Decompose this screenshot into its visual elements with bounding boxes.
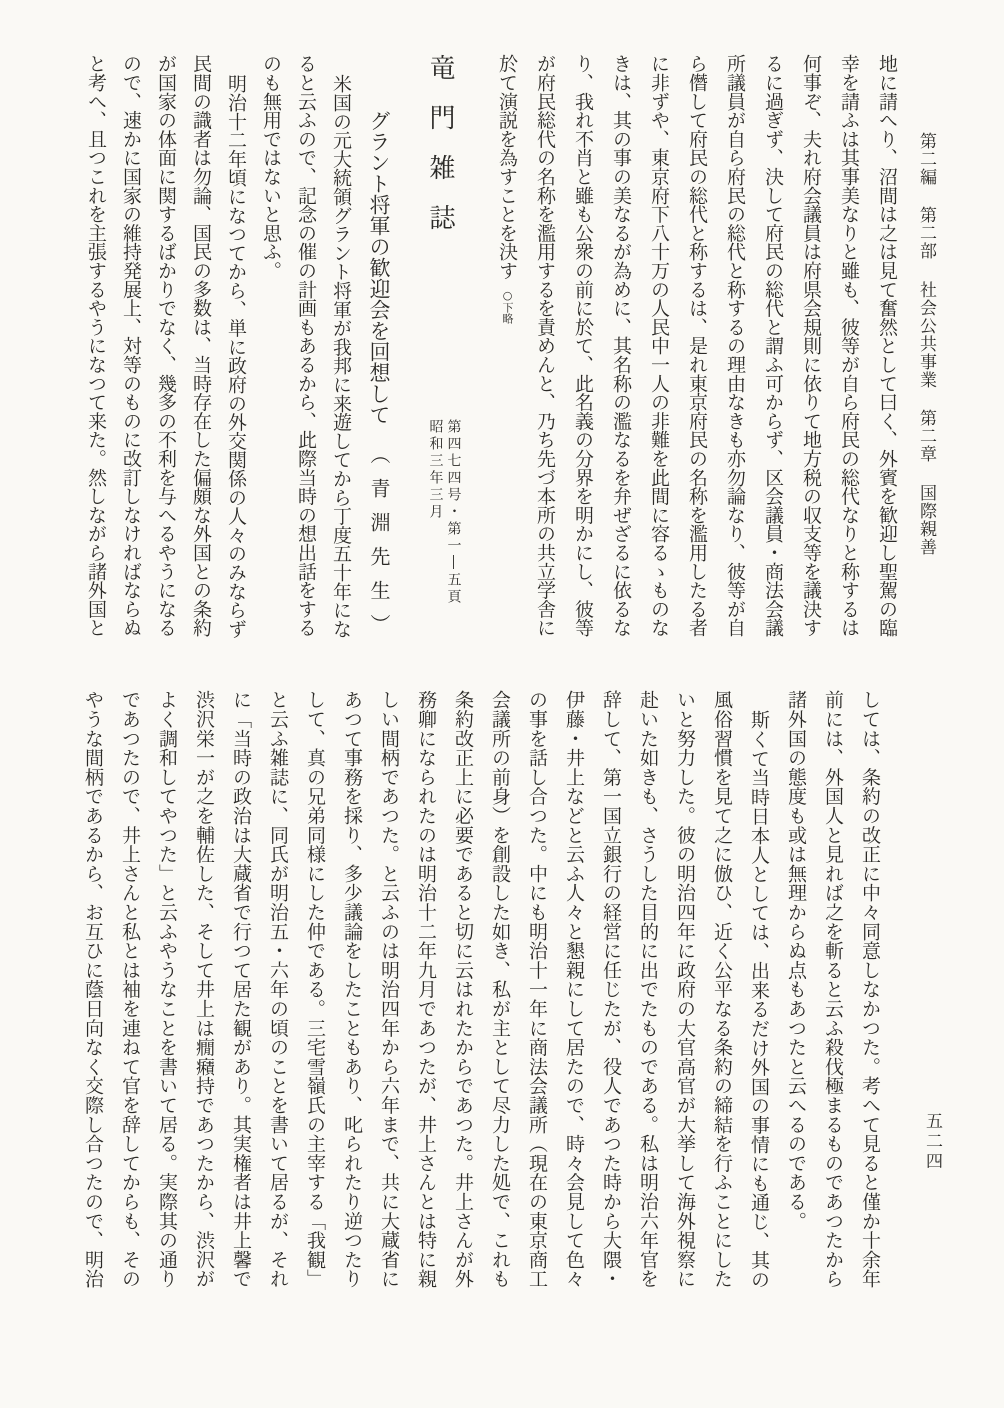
- text-column: 地に請へり、沼間は之は見て奮然として曰く、外賓を歓迎し聖駕の臨: [876, 54, 898, 637]
- citation-date: 昭和三年三月: [427, 419, 444, 522]
- citation-issue: 第四七四号・第一―五頁: [445, 419, 462, 607]
- text-column: 諸外国の態度も或は無理からぬ点もあつたと云へるのである。: [785, 690, 807, 1231]
- text-column: しては、条約の改正に中々同意しなかつた。考へて見ると僅か十余年: [859, 690, 881, 1289]
- text-column: 辞して、第一国立銀行の経営に任じたが、役人であつた時から大隈・: [600, 690, 622, 1289]
- header-part-topic: 国際親善: [916, 483, 936, 556]
- text-column: であつたので、井上さんと私とは袖を連ねて官を辞してからも、その: [119, 690, 141, 1289]
- article-author: （青淵先生）: [367, 443, 391, 648]
- text-column: が国家の体面に関するばかりでなく、幾多の不利を与へるやうになる: [155, 54, 177, 637]
- text-column: 前には、外国人と見れば之を斬ると云ふ殺伐極まるものであつたから: [822, 690, 844, 1289]
- text-column: きは、其の事の美なるが為めに、其名称の濫なるを弁ぜざるに依るな: [610, 54, 632, 637]
- text-column: り、我れ不肖と雖も公衆の前に於て、此名義の分界を明かにし、彼等: [572, 54, 594, 637]
- text-column: ると云ふので、記念の催の計画もあるから、此際当時の想出話をする: [295, 54, 317, 637]
- text-column: と云ふ雑誌に、同氏が明治五・六年の頃のことを書いて居るが、それ: [267, 690, 289, 1289]
- text-column: と考へ、且つこれを主張するやうになつて来た。然しながら諸外国と: [85, 54, 107, 637]
- page-number: 五二四: [922, 1112, 942, 1172]
- magazine-title: 竜門雑誌: [425, 54, 455, 254]
- text-column: に非ずや、東京府下八十万の人民中一人の非難を此間に容るゝものな: [648, 54, 670, 637]
- text-column: [488, 54, 526, 646]
- text-column: 民間の識者は勿論、国民の多数は、当時存在した偏頗な外国との条約: [190, 54, 212, 637]
- text-column: るに過ぎず、決して府民の総代と謂ふ可からず、区会議員・商法会議: [762, 54, 784, 637]
- text-column: 斯くて当時日本人としては、出来るだけ外国の事情にも通じ、其の: [748, 710, 770, 1289]
- text-column: に「当時の政治は大蔵省で行つて居た観があり。其実権者は井上馨で: [230, 690, 252, 1289]
- text-column: 所議員が自ら府民の総代と称するの理由なきも亦勿論なり、彼等が自: [724, 54, 746, 637]
- text-column: して、真の兄弟同様にした仲である。三宅雪嶺氏の主宰する「我観」: [304, 690, 326, 1289]
- article-title-text: グラント将軍の歓迎会を回想して: [367, 110, 391, 425]
- text-column: 幸を請ふは其事美なりと雖も、彼等が自ら府民の総代なりと称するは: [838, 54, 860, 637]
- text-column: よく調和してやつた」と云ふやうなことを書いて居る。実際其の通り: [156, 690, 178, 1289]
- running-header: [906, 54, 946, 646]
- text-column: 渋沢栄一が之を輔佐した、そして井上は癇癪持であつたから、渋沢が: [193, 690, 215, 1289]
- article-body: [74, 690, 888, 1298]
- text-column: いと努力した。彼の明治四年に政府の大官高官が大挙して海外視察に: [674, 690, 696, 1289]
- text-column: 米国の元大統領グラント将軍が我邦に来遊してから丁度五十年にな: [330, 74, 352, 639]
- text-column: ので、速かに国家の維持発展上、対等のものに改訂しなければならぬ: [120, 54, 142, 637]
- text-column: 伊藤・井上などと云ふ人々と懇親にして居たので、時々会見して色々: [563, 690, 585, 1289]
- text-column: の事を話し合つた。中にも明治十一年に商法会議所（現在の東京商工: [526, 690, 548, 1289]
- text-column: 会議所の前身）を創設した如き、私が主として尽力した処で、これも: [489, 690, 511, 1289]
- text-column: あつて事務を採り、多少議論をしたこともあり、叱られたり逆つたり: [341, 690, 363, 1289]
- magazine-citation: [427, 419, 463, 606]
- text-column: 風俗習慣を見て之に倣ひ、近く公平なる条約の締結を行ふことにした: [711, 690, 733, 1289]
- article-title: [358, 54, 400, 646]
- text-column: 明治十二年頃になつてから、単に政府の外交関係の人々のみならず: [225, 74, 247, 639]
- header-part-chapter: 第二章: [916, 409, 936, 464]
- header-part-bu: 第二部: [916, 206, 936, 261]
- text-column: 条約改正上に必要であると切に云はれたからであつた。井上さんが外: [452, 690, 474, 1289]
- top-text-block: [78, 54, 946, 646]
- text-column: 赴いた如きも、さうした目的に出でたものである。私は明治六年官を: [637, 690, 659, 1289]
- text-column: しい間柄であつた。と云ふのは明治四年から六年まで、共に大蔵省に: [378, 690, 400, 1289]
- text-column: 何事ぞ、夫れ府会議員は府県会規則に依りて地方税の収支等を議決す: [800, 54, 822, 637]
- quote-last-text: 於て演説を為すことを決す: [496, 54, 518, 280]
- header-part-hen: 第二編: [916, 132, 936, 186]
- text-column: が府民総代の名称を濫用するを責めんと、乃ち先づ本所の共立学舎に: [534, 54, 556, 637]
- magazine-heading: [414, 54, 466, 646]
- text-column: のも無用ではないと思ふ。: [260, 54, 282, 280]
- header-part-section: 社会公共事業: [916, 280, 936, 389]
- text-column: 務卿になられたのは明治十二年九月であつたが、井上さんとは特に親: [415, 690, 437, 1289]
- omission-note: ○下略: [501, 289, 514, 325]
- text-column: やうな間柄であるから、お互ひに蔭日向なく交際し合つたので、明治: [82, 690, 104, 1289]
- text-column: ら僭して府民の総代と称するは、是れ東京府民の名称を濫用したる者: [686, 54, 708, 637]
